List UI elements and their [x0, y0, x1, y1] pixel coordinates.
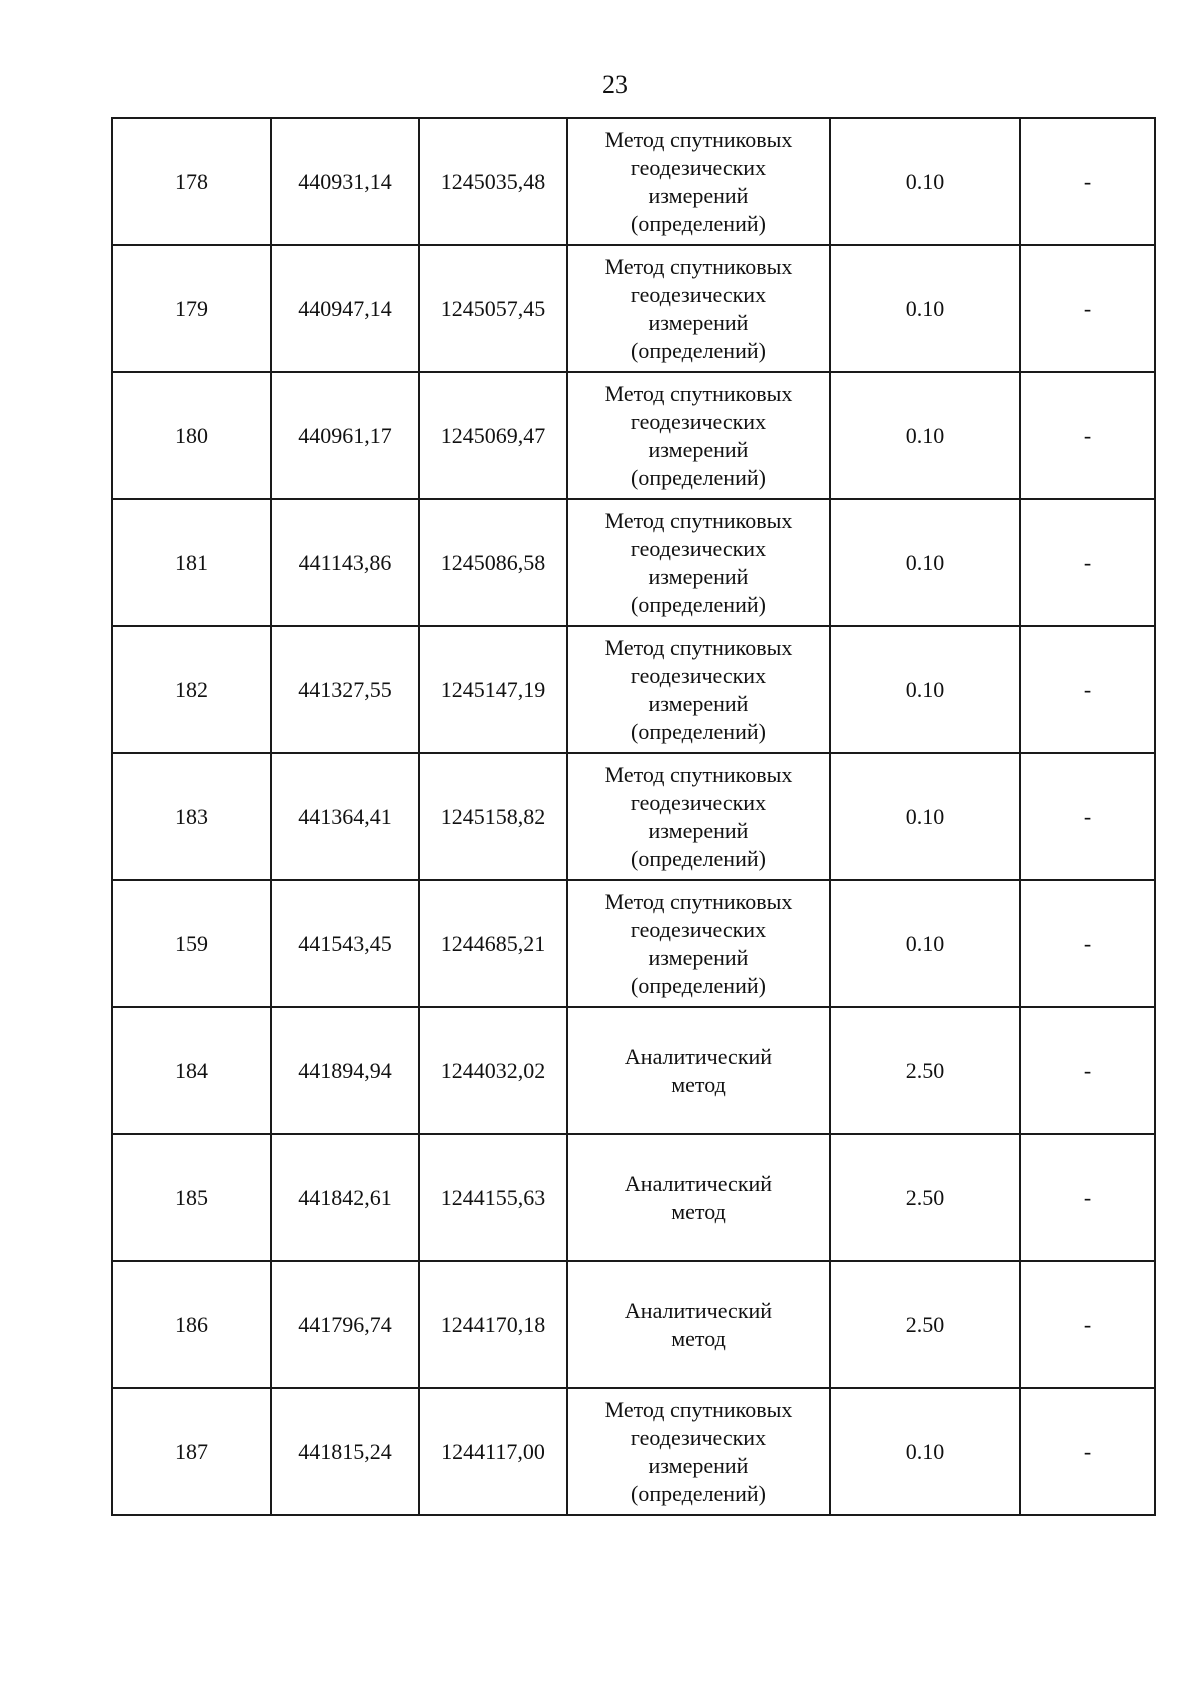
method-line: (определений) [631, 210, 766, 236]
table-row [112, 753, 1155, 880]
accuracy-cell: 2.50 [830, 1134, 1020, 1261]
description-cell: - [1020, 1388, 1155, 1515]
method-line: метод [671, 1071, 726, 1097]
accuracy-cell: 0.10 [830, 499, 1020, 626]
page-number: 23 [602, 70, 628, 99]
method-line: (определений) [631, 718, 766, 744]
table-row [112, 1261, 1155, 1388]
table-row [112, 1007, 1155, 1134]
method-line: измерений [648, 563, 749, 589]
method-line: геодезических [630, 535, 767, 561]
description-cell: - [1020, 753, 1155, 880]
method-cell [567, 499, 830, 626]
method-line: измерений [648, 1452, 749, 1478]
y-coordinate-cell: 1244685,21 [419, 880, 567, 1007]
x-coordinate-cell: 440931,14 [271, 118, 419, 245]
x-coordinate-cell: 441894,94 [271, 1007, 419, 1134]
y-coordinate-cell: 1244117,00 [419, 1388, 567, 1515]
y-coordinate-cell: 1245086,58 [419, 499, 567, 626]
y-coordinate-cell: 1245069,47 [419, 372, 567, 499]
x-coordinate-cell: 441796,74 [271, 1261, 419, 1388]
method-line: (определений) [631, 337, 766, 363]
point-number-cell: 179 [112, 245, 271, 372]
x-coordinate-cell: 441364,41 [271, 753, 419, 880]
accuracy-cell: 0.10 [830, 626, 1020, 753]
method-line: (определений) [631, 591, 766, 617]
table-row [112, 245, 1155, 372]
point-number-cell: 159 [112, 880, 271, 1007]
method-line: метод [671, 1325, 726, 1351]
method-cell [567, 245, 830, 372]
point-number-cell: 187 [112, 1388, 271, 1515]
x-coordinate-cell: 441143,86 [271, 499, 419, 626]
point-number-cell: 183 [112, 753, 271, 880]
method-line: Аналитический [624, 1170, 773, 1196]
description-cell: - [1020, 118, 1155, 245]
point-number-cell: 182 [112, 626, 271, 753]
method-line: Метод спутниковых [604, 761, 793, 787]
method-cell [567, 1134, 830, 1261]
description-cell: - [1020, 499, 1155, 626]
accuracy-cell: 2.50 [830, 1007, 1020, 1134]
coordinates-table [111, 117, 1156, 1516]
accuracy-cell: 0.10 [830, 880, 1020, 1007]
point-number-cell: 186 [112, 1261, 271, 1388]
description-cell: - [1020, 1261, 1155, 1388]
method-line: Метод спутниковых [604, 1396, 793, 1422]
accuracy-cell: 0.10 [830, 1388, 1020, 1515]
method-line: Аналитический [624, 1297, 773, 1323]
y-coordinate-cell: 1245158,82 [419, 753, 567, 880]
method-line: Метод спутниковых [604, 634, 793, 660]
method-line: геодезических [630, 281, 767, 307]
y-coordinate-cell: 1244155,63 [419, 1134, 567, 1261]
table-row [112, 880, 1155, 1007]
method-cell [567, 1388, 830, 1515]
method-cell [567, 118, 830, 245]
description-cell: - [1020, 372, 1155, 499]
method-line: геодезических [630, 1424, 767, 1450]
accuracy-cell: 0.10 [830, 245, 1020, 372]
method-line: геодезических [630, 154, 767, 180]
table-row [112, 1388, 1155, 1515]
method-cell [567, 753, 830, 880]
method-line: (определений) [631, 464, 766, 490]
y-coordinate-cell: 1245035,48 [419, 118, 567, 245]
y-coordinate-cell: 1244032,02 [419, 1007, 567, 1134]
table-row [112, 499, 1155, 626]
method-line: геодезических [630, 916, 767, 942]
accuracy-cell: 0.10 [830, 118, 1020, 245]
method-line: Метод спутниковых [604, 380, 793, 406]
method-line: Аналитический [624, 1043, 773, 1069]
point-number-cell: 178 [112, 118, 271, 245]
table-row [112, 118, 1155, 245]
method-cell [567, 372, 830, 499]
point-number-cell: 185 [112, 1134, 271, 1261]
method-line: геодезических [630, 789, 767, 815]
method-line: измерений [648, 817, 749, 843]
point-number-cell: 181 [112, 499, 271, 626]
description-cell: - [1020, 880, 1155, 1007]
method-line: Метод спутниковых [604, 888, 793, 914]
method-line: (определений) [631, 1480, 766, 1506]
accuracy-cell: 0.10 [830, 372, 1020, 499]
x-coordinate-cell: 441327,55 [271, 626, 419, 753]
x-coordinate-cell: 440947,14 [271, 245, 419, 372]
x-coordinate-cell: 441842,61 [271, 1134, 419, 1261]
x-coordinate-cell: 441543,45 [271, 880, 419, 1007]
x-coordinate-cell: 441815,24 [271, 1388, 419, 1515]
method-cell [567, 1007, 830, 1134]
coordinates-table-body [112, 118, 1155, 1515]
method-line: метод [671, 1198, 726, 1224]
method-line: измерений [648, 690, 749, 716]
method-line: измерений [648, 944, 749, 970]
table-row [112, 626, 1155, 753]
accuracy-cell: 2.50 [830, 1261, 1020, 1388]
method-line: геодезических [630, 662, 767, 688]
method-line: (определений) [631, 972, 766, 998]
method-line: измерений [648, 309, 749, 335]
table-row [112, 372, 1155, 499]
method-line: измерений [648, 436, 749, 462]
point-number-cell: 180 [112, 372, 271, 499]
accuracy-cell: 0.10 [830, 753, 1020, 880]
description-cell: - [1020, 1134, 1155, 1261]
method-line: Метод спутниковых [604, 507, 793, 533]
point-number-cell: 184 [112, 1007, 271, 1134]
method-line: (определений) [631, 845, 766, 871]
y-coordinate-cell: 1245057,45 [419, 245, 567, 372]
x-coordinate-cell: 440961,17 [271, 372, 419, 499]
description-cell: - [1020, 1007, 1155, 1134]
table-row [112, 1134, 1155, 1261]
method-line: геодезических [630, 408, 767, 434]
method-line: Метод спутниковых [604, 126, 793, 152]
description-cell: - [1020, 245, 1155, 372]
description-cell: - [1020, 626, 1155, 753]
method-line: измерений [648, 182, 749, 208]
method-line: Метод спутниковых [604, 253, 793, 279]
method-cell [567, 626, 830, 753]
method-cell [567, 1261, 830, 1388]
method-cell [567, 880, 830, 1007]
y-coordinate-cell: 1244170,18 [419, 1261, 567, 1388]
y-coordinate-cell: 1245147,19 [419, 626, 567, 753]
